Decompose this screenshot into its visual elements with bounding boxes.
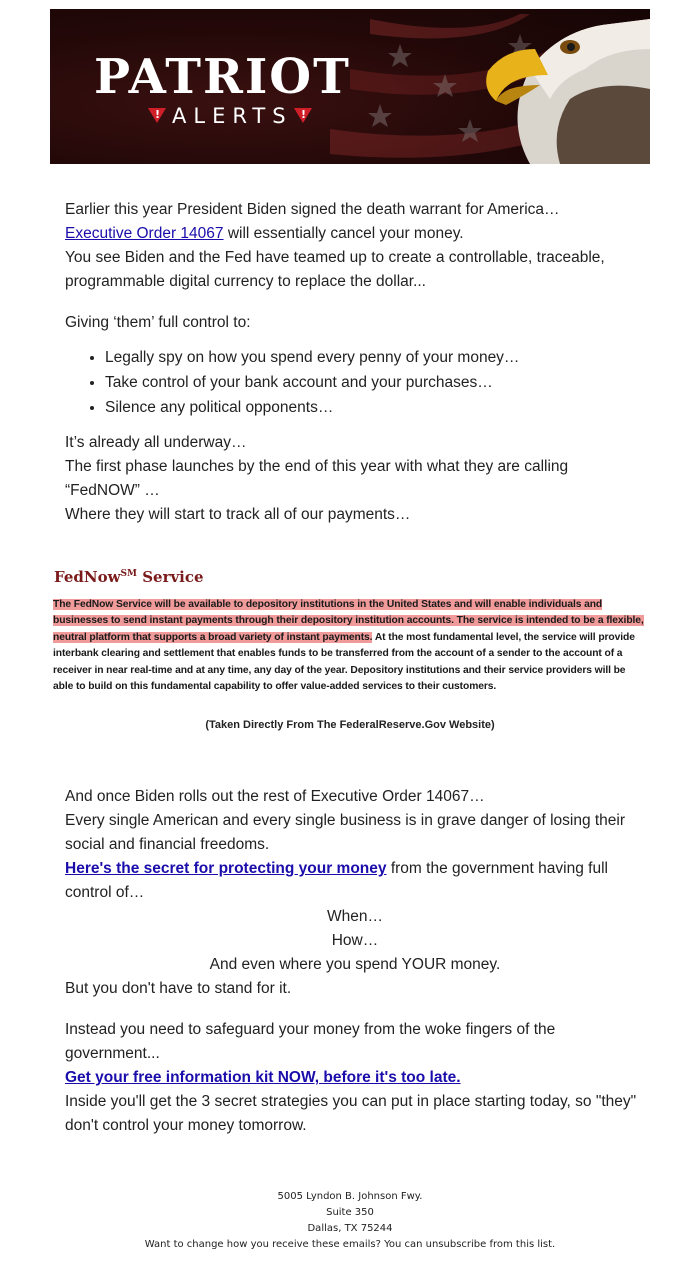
eagle-head-icon bbox=[410, 9, 650, 164]
address-line-2: Suite 350 bbox=[326, 1207, 374, 1218]
list-item: • Take control of your bank account and your purchases… bbox=[105, 370, 685, 395]
rollout-center-3: And even where you spend YOUR money. bbox=[209, 956, 501, 973]
address-line-1: 5005 Lyndon B. Johnson Fwy. bbox=[277, 1191, 423, 1202]
rollout-line-2: Every single American and every single business is in grave danger of losing their social and financial freedoms. bbox=[65, 812, 626, 853]
free-kit-link[interactable]: Get your free information kit NOW, before it's too late. bbox=[65, 1069, 461, 1086]
alert-triangle-icon: ! bbox=[148, 108, 166, 123]
underway-line-1: It’s already all underway… bbox=[65, 434, 247, 451]
intro-line-1: Earlier this year President Biden signed the death warrant for America… bbox=[65, 201, 560, 218]
unsubscribe-text[interactable]: Want to change how you receive these emails? You can unsubscribe from this list. bbox=[144, 1239, 556, 1250]
fednow-description: The FedNow Service will be available to depository institutions in the United States and will enable individuals and businesses to send instant payments through their depository institution accounts. The service is intended to be a flexible, neutral platform that supports a broad variety of instant payments. At the most fundamental level, the service will provide interbank clearing and settlement that enables funds to be transferred from the account of a sender to the account of a receiver in near real-time and at any time, any day of the year. Depository institutions and their service providers will be able to build on this fundamental capability to offer value-added services to their customers. bbox=[53, 599, 644, 693]
address-line-3: Dallas, TX 75244 bbox=[307, 1223, 393, 1234]
list-item: • Silence any political opponents… bbox=[105, 395, 685, 420]
email-footer bbox=[0, 1189, 700, 1253]
fednow-heading: FedNow℠ Service bbox=[54, 568, 204, 586]
patriot-alerts-banner bbox=[50, 9, 650, 164]
rollout-line-4: But you don't have to stand for it. bbox=[65, 980, 292, 997]
underway-line-2: The first phase launches by the end of this year with what they are calling “FedNOW” … bbox=[65, 458, 569, 499]
rollout-paragraph bbox=[65, 785, 645, 1001]
executive-order-link[interactable]: Executive Order 14067 bbox=[65, 225, 224, 242]
rollout-center-1: When… bbox=[327, 908, 383, 925]
source-caption: (Taken Directly From The FederalReserve.Gov Website) bbox=[205, 719, 495, 731]
brand-subtitle: ALERTS bbox=[172, 104, 293, 128]
control-bullet-list bbox=[65, 345, 685, 420]
safeguard-line-2: Inside you'll get the 3 secret strategies you can put in place starting today, so "they" don't control your money tomorrow. bbox=[65, 1093, 637, 1134]
safeguard-link-line bbox=[65, 1066, 645, 1090]
list-item: • Legally spy on how you spend every penny of your money… bbox=[105, 345, 685, 370]
intro-line-2: Executive Order 14067 will essentially cancel your money. bbox=[65, 225, 464, 242]
brand-title: PATRIOT bbox=[94, 49, 351, 105]
rollout-line-3: Here's the secret for protecting your money from the government having full control of… bbox=[65, 860, 608, 901]
intro-paragraph bbox=[65, 198, 645, 294]
underway-line-3: Where they will start to track all of our payments… bbox=[65, 506, 411, 523]
rollout-center-2: How… bbox=[331, 932, 379, 949]
intro-line-3: You see Biden and the Fed have teamed up to create a controllable, traceable, programmable digital currency to replace the dollar... bbox=[65, 249, 605, 290]
safeguard-line-1: Instead you need to safeguard your money from the woke fingers of the government... bbox=[65, 1021, 556, 1062]
control-lead: Giving ‘them’ full control to: bbox=[65, 314, 251, 331]
underway-paragraph bbox=[65, 431, 645, 527]
highlighted-text: The FedNow Service will be available to depository institutions in the United States and will enable individuals and businesses to send instant payments through their depository institution accounts. The service is intended to be a flexible, neutral platform that supports a broad variety of instant payments. bbox=[53, 599, 644, 643]
safeguard-paragraph bbox=[65, 1018, 645, 1138]
alert-triangle-icon: ! bbox=[294, 108, 312, 123]
protect-money-link[interactable]: Here's the secret for protecting your money bbox=[65, 860, 387, 877]
rollout-line-1: And once Biden rolls out the rest of Executive Order 14067… bbox=[65, 788, 485, 805]
